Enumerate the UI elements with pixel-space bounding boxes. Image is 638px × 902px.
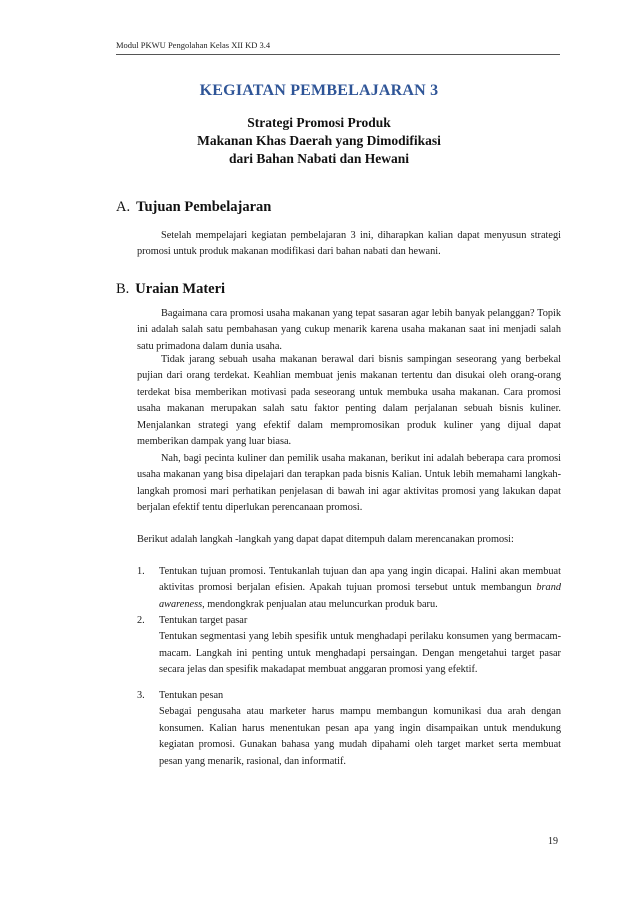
running-header: Modul PKWU Pengolahan Kelas XII KD 3.4	[116, 40, 271, 50]
list-item	[137, 688, 561, 770]
list-number: 3.	[137, 690, 145, 701]
section-a-heading	[116, 199, 271, 216]
list-number: 2.	[137, 615, 145, 626]
step-1-emphasis: brand awareness	[159, 582, 561, 610]
step-2-text: Tentukan segmentasi yang lebih spesifik untuk menghadapi perilaku konsumen yang bermacam-macam. Langkah ini penting untuk menghadapi persaingan. Dengan mengetahui target pasar secara jelas dan spesifik makadapat membuat anggaran promosi yang efektif.	[159, 631, 561, 676]
step-1-text-after: , mendongkrak penjualan atau meluncurkan produk baru.	[202, 598, 438, 610]
section-b-paragraph-1: Bagaimana cara promosi usaha makanan yang tepat sasaran agar lebih banyak pelanggan? Topik ini adalah salah satu pembahasan yang cukup menarik karena usaha makanan saat ini menjadi salah satu primadona dalam dunia usaha.	[137, 308, 561, 352]
header-divider	[116, 54, 560, 55]
list-number: 1.	[137, 566, 145, 577]
step-3-text: Sebagai pengusaha atau marketer harus mampu membangun komunikasi dua arah dengan konsumen. Kalian harus menentukan pesan apa yang ingin disampaikan untuk mendukung kegiatan promosi. Gunakan bahasa yang mudah dipahami oleh target market serta membuat pesan yang menarik, rasional, dan informatif.	[159, 706, 561, 767]
page-number: 19	[548, 836, 558, 847]
section-a-title: Tujuan Pembelajaran	[136, 199, 272, 215]
section-b-letter: B.	[116, 281, 130, 297]
step-3-title: Tentukan pesan	[159, 690, 224, 701]
list-body	[159, 564, 561, 613]
step-2-title: Tentukan target pasar	[159, 615, 248, 626]
steps-intro: Berikut adalah langkah -langkah yang dapat dapat ditempuh dalam merencanakan promosi:	[137, 534, 514, 545]
section-b-title: Uraian Materi	[135, 281, 226, 297]
list-body	[159, 688, 561, 770]
section-b-paragraph-2: Tidak jarang sebuah usaha makanan berawal dari bisnis sampingan seseorang yang berbekal pujian dari orang terdekat. Keahlian membuat jenis makanan tertentu dan disukai oleh orang-orang terdekat bisa memberikan motivasi pada seseorang untuk membuka usaha makanan. Cara promosi usaha makanan merupakan salah satu faktor penting dalam perjalanan sebuah bisnis kuliner. Menjalankan strategi yang efektif dalam mempromosikan produk kuliner yang dijual dapat memberikan dampak yang luar biasa.	[137, 354, 561, 448]
section-b-paragraph-3: Nah, bagi pecinta kuliner dan pemilik usaha makanan, berikut ini adalah beberapa cara promosi usaha makanan yang bisa dipelajari dan terapkan pada bisnis Kalian. Untuk lebih memahami langkah-langkah promosi mari perhatikan penjelasan di bawah ini agar aktivitas promosi yang lakukan dapat berjalan efektif tentu diperlukan perencanaan promosi.	[137, 453, 561, 514]
section-a-letter: A.	[116, 199, 131, 215]
list-body	[159, 613, 561, 679]
list-item	[137, 564, 561, 613]
subtitle-line-1: Strategi Promosi Produk	[247, 115, 391, 130]
list-item	[137, 613, 561, 679]
subtitle-line-3: dari Bahan Nabati dan Hewani	[228, 151, 410, 166]
step-1-text-before: Tentukan tujuan promosi. Tentukanlah tujuan dan apa yang ingin dicapai. Halini akan membuat aktivitas promosi berjalan efisien. Apakah tujuan promosi tersebut untuk membangun	[159, 566, 561, 594]
kegiatan-title: KEGIATAN PEMBELAJARAN 3	[199, 82, 439, 99]
section-b-heading	[116, 281, 225, 298]
subtitle-line-2: Makanan Khas Daerah yang Dimodifikasi	[197, 133, 441, 148]
section-a-text: Setelah mempelajari kegiatan pembelajaran 3 ini, diharapkan kalian dapat menyusun strategi promosi untuk produk makanan modifikasi dari bahan nabati dan hewani.	[137, 230, 561, 258]
